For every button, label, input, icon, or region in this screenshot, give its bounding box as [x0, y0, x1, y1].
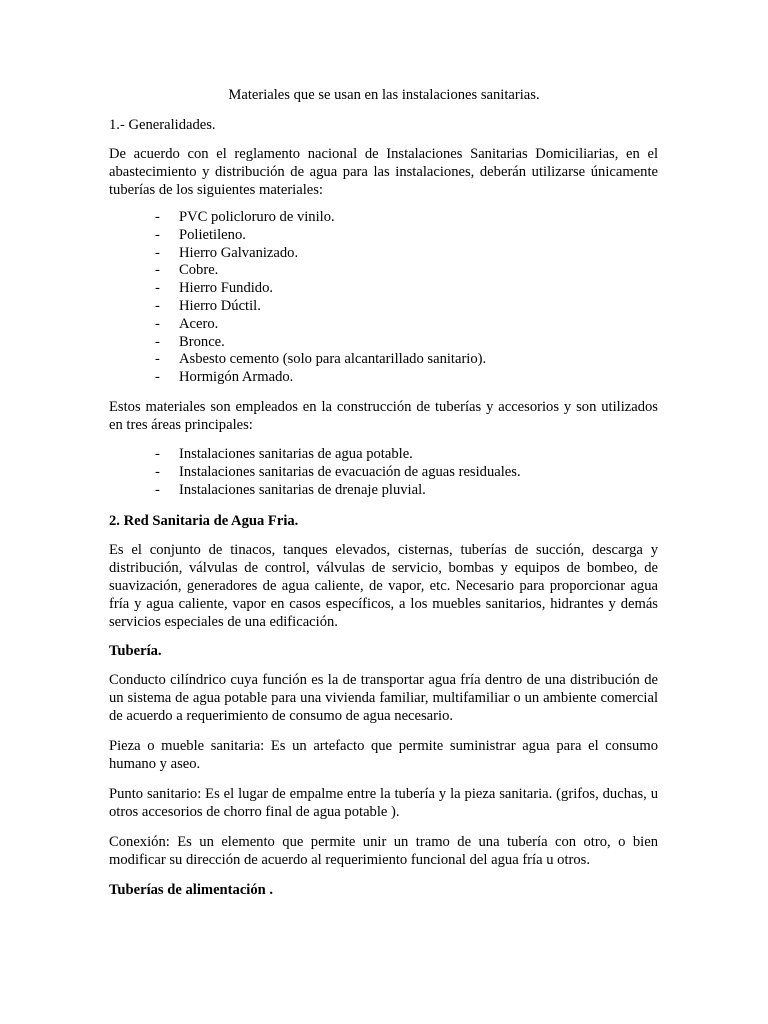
dash-bullet: - [155, 244, 160, 261]
dash-bullet: - [155, 280, 160, 297]
heading-tuberia: Tubería. [109, 643, 162, 659]
paragraph-reglamento: De acuerdo con el reglamento nacional de Instalaciones Sanitarias Domiciliarias, en el abastecimiento y distribución de agua para las instalaciones, deberán utilizarse únicamente tuberías de los siguientes materiales: [109, 146, 658, 198]
list-item [0, 262, 768, 280]
material-item: Cobre. [179, 262, 219, 279]
paragraph-conexion: Conexión: Es un elemento que permite unir un tramo de una tubería con otro, o bien modificar su dirección de acuerdo al requerimiento funcional del agua fría u otros. [109, 834, 658, 868]
paragraph-conducto: Conducto cilíndrico cuya función es la de transportar agua fría dentro de una distribución de un sistema de agua potable para una vivienda familiar, multifamiliar o un ambiente comercial de acuerdo a requerimiento de consumo de agua necesario. [109, 672, 658, 724]
list-item [0, 369, 768, 387]
material-item: Hormigón Armado. [179, 369, 294, 386]
dash-bullet: - [155, 463, 160, 480]
dash-bullet: - [155, 446, 160, 462]
paragraph-estos-materiales: Estos materiales son empleados en la construcción de tuberías y accesorios y son utilizados en tres áreas principales: [109, 399, 658, 433]
material-item: Hierro Galvanizado. [179, 244, 299, 261]
list-item [0, 334, 768, 352]
dash-bullet: - [155, 351, 160, 368]
paragraph-punto-sanitario: Punto sanitario: Es el lugar de empalme entre la tubería y la pieza sanitaria. (grifos, duchas, u otros accesorios de chorro final de agua potable ). [109, 786, 658, 820]
material-item: Acero. [179, 315, 219, 332]
list-item [0, 298, 768, 316]
dash-bullet: - [155, 297, 160, 314]
paragraph-pieza-sanitaria: Pieza o mueble sanitaria: Es un artefacto que permite suministrar agua para el consumo humano y aseo. [109, 738, 658, 772]
dash-bullet: - [155, 315, 160, 332]
list-item [0, 209, 768, 227]
materials-list [0, 209, 768, 387]
dash-bullet: - [155, 262, 160, 279]
areas-list [0, 446, 768, 499]
material-item: PVC policloruro de vinilo. [179, 209, 335, 225]
list-item [0, 245, 768, 263]
material-item: Asbesto cemento (solo para alcantarillado sanitario). [179, 351, 487, 368]
list-item [0, 316, 768, 334]
dash-bullet: - [155, 481, 160, 498]
list-item [0, 446, 768, 464]
list-item [0, 351, 768, 369]
paragraph-conjunto: Es el conjunto de tinacos, tanques elevados, cisternas, tuberías de succión, descarga y distribución, válvulas de control, válvulas de servicio, bombas y equipos de bombeo, de suavización, generadores de agua caliente, de vapor, etc. Necesario para proporcionar agua fría y agua caliente, vapor en casos específicos, a los muebles sanitarios, hidrantes y demás servicios especiales de una edificación. [109, 542, 658, 630]
list-item [0, 280, 768, 298]
dash-bullet: - [155, 333, 160, 350]
document-title: Materiales que se usan en las instalaciones sanitarias. [228, 87, 540, 103]
list-item [0, 227, 768, 245]
section-heading-generalidades: 1.- Generalidades. [109, 117, 216, 133]
material-item: Hierro Dúctil. [179, 297, 261, 314]
material-item: Bronce. [179, 333, 225, 350]
area-item: Instalaciones sanitarias de drenaje pluvial. [179, 481, 426, 498]
material-item: Hierro Fundido. [179, 280, 274, 297]
list-item [0, 464, 768, 482]
list-item [0, 482, 768, 500]
dash-bullet: - [155, 226, 160, 243]
dash-bullet: - [155, 209, 160, 225]
section-heading-red-sanitaria: 2. Red Sanitaria de Agua Fria. [109, 513, 299, 529]
material-item: Polietileno. [179, 226, 246, 243]
heading-tuberias-alimentacion: Tuberías de alimentación . [109, 882, 274, 898]
area-item: Instalaciones sanitarias de evacuación de aguas residuales. [179, 463, 521, 480]
dash-bullet: - [155, 369, 160, 386]
area-item: Instalaciones sanitarias de agua potable. [179, 446, 413, 462]
